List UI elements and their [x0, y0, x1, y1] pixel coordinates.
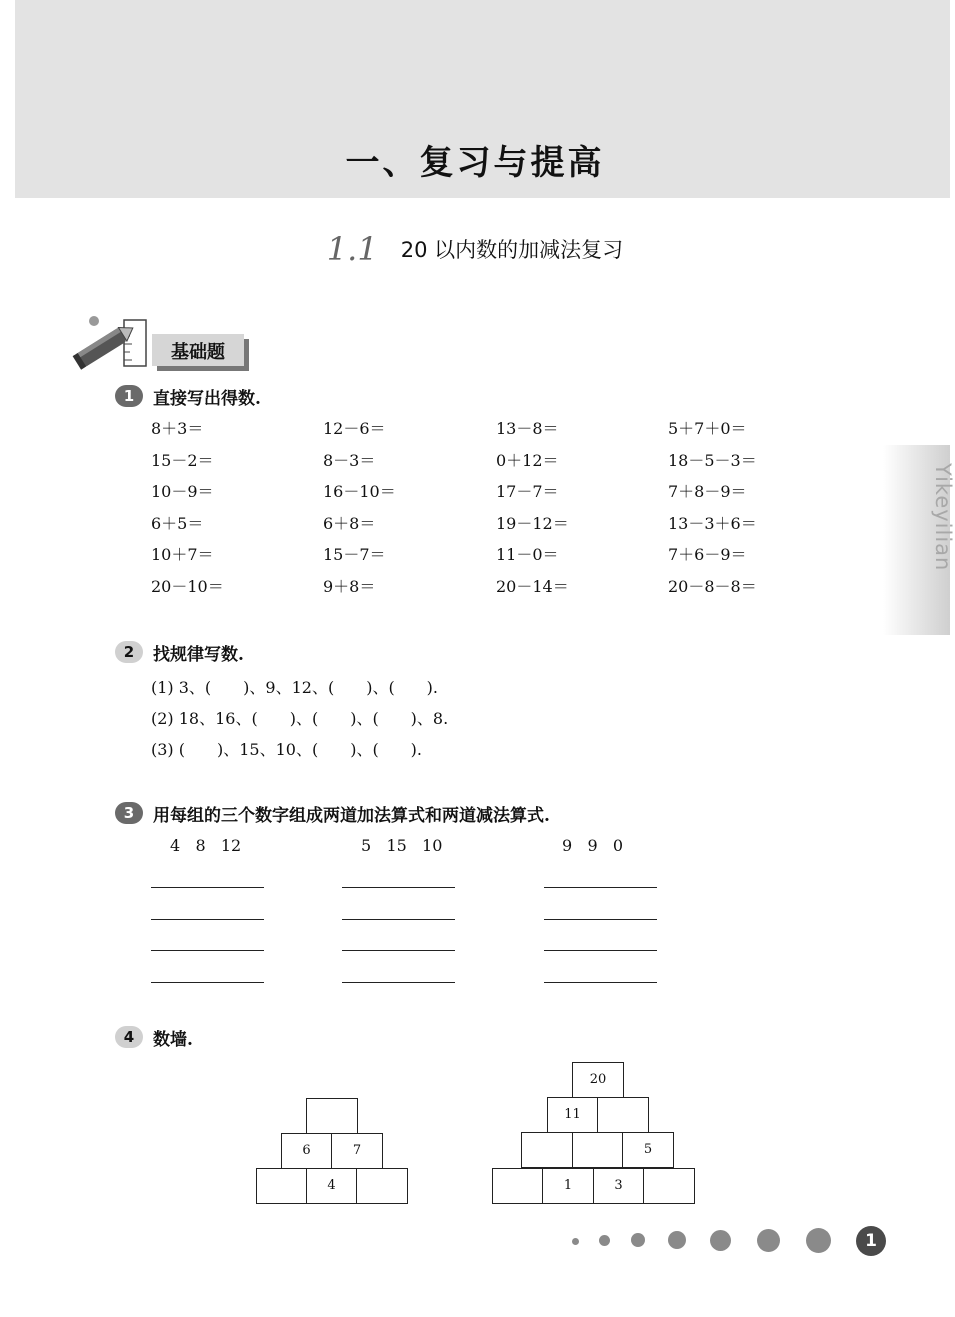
exercise-row: [151, 416, 841, 448]
side-tab-text: Yikeyilian: [931, 463, 955, 572]
question-number-badge: 1: [115, 385, 143, 407]
wall-brick[interactable]: [643, 1168, 695, 1204]
exercise-item: 13－8＝: [496, 419, 559, 438]
section-heading: [0, 230, 950, 268]
pencil-ruler-icon: [72, 312, 152, 368]
exercise-item: 8－3＝: [323, 450, 376, 470]
exercise-item: 7＋6－9＝: [668, 545, 747, 565]
number-group-1: 4 8 12: [170, 836, 242, 855]
exercise-item: 7＋8－9＝: [668, 482, 747, 502]
wall-brick[interactable]: [597, 1097, 649, 1133]
number-wall-1: [256, 1098, 408, 1204]
wall-brick[interactable]: 4: [306, 1168, 357, 1204]
decorative-dot: [572, 1238, 579, 1245]
question-3-title: 用每组的三个数字组成两道加法算式和两道减法算式.: [153, 806, 550, 826]
exercise-row: [151, 574, 841, 606]
answer-blank[interactable]: [342, 982, 455, 983]
wall-brick[interactable]: 3: [593, 1168, 644, 1204]
basic-questions-badge: [72, 312, 262, 372]
badge-box: [152, 334, 244, 366]
decorative-dot: [599, 1235, 610, 1246]
number-wall-2: [492, 1062, 695, 1204]
pattern-line-1: (1) 3、( )、9、12、( )、( ).: [151, 678, 439, 697]
number-group-3: 9 9 0: [562, 836, 624, 855]
exercise-item: 15－7＝: [323, 545, 386, 565]
exercise-item: 5＋7＋0＝: [668, 419, 747, 438]
exercise-item: 11－0＝: [496, 545, 559, 565]
question-2-title: 找规律写数.: [153, 645, 244, 665]
wall-brick[interactable]: [492, 1168, 543, 1204]
page-number: 1: [856, 1226, 886, 1256]
question-1-title: 直接写出得数.: [153, 389, 261, 409]
number-group-2: 5 15 10: [361, 836, 443, 855]
q1-exercise-grid: [151, 416, 841, 606]
exercise-item: 8＋3＝: [151, 419, 204, 438]
answer-blank[interactable]: [544, 950, 657, 951]
answer-blank[interactable]: [342, 919, 455, 920]
exercise-row: [151, 542, 841, 574]
exercise-item: 9＋8＝: [323, 576, 376, 596]
decorative-dot: [668, 1231, 686, 1249]
answer-blank[interactable]: [151, 950, 264, 951]
wall-brick[interactable]: 11: [547, 1097, 598, 1133]
exercise-item: 15－2＝: [151, 450, 214, 470]
exercise-item: 20－8－8＝: [668, 576, 757, 596]
side-tab: [883, 445, 955, 635]
decorative-dot: [710, 1230, 731, 1251]
exercise-row: [151, 479, 841, 511]
wall-brick[interactable]: 6: [281, 1133, 332, 1169]
section-number: 1.1: [326, 230, 378, 268]
pattern-line-2: (2) 18、16、( )、( )、( )、8.: [151, 709, 449, 728]
chapter-title: 一、复习与提高: [345, 143, 605, 183]
exercise-item: 10－9＝: [151, 482, 214, 502]
exercise-item: 10＋7＝: [151, 545, 214, 565]
answer-blank[interactable]: [544, 887, 657, 888]
wall-brick[interactable]: 5: [622, 1132, 674, 1168]
exercise-item: 12－6＝: [323, 419, 386, 438]
wall-brick[interactable]: 7: [331, 1133, 383, 1169]
decorative-dot: [806, 1228, 831, 1253]
decorative-dot: [631, 1233, 645, 1247]
answer-blank[interactable]: [544, 982, 657, 983]
answer-blank[interactable]: [544, 919, 657, 920]
exercise-item: 20－14＝: [496, 576, 569, 596]
exercise-item: 0＋12＝: [496, 450, 559, 470]
answer-blank[interactable]: [151, 919, 264, 920]
answer-blank[interactable]: [342, 887, 455, 888]
exercise-item: 19－12＝: [496, 513, 569, 533]
exercise-item: 13－3＋6＝: [668, 513, 757, 533]
exercise-item: 17－7＝: [496, 482, 559, 502]
question-4-title: 数墙.: [153, 1030, 193, 1050]
wall-brick[interactable]: 1: [542, 1168, 594, 1204]
wall-brick[interactable]: [306, 1098, 358, 1134]
exercise-item: 6＋8＝: [323, 513, 376, 533]
answer-blank[interactable]: [151, 887, 264, 888]
section-title: 20 以内数的加减法复习: [400, 238, 624, 262]
answer-blank[interactable]: [151, 982, 264, 983]
exercise-item: 20－10＝: [151, 576, 224, 596]
question-number-badge: 3: [115, 802, 143, 824]
decorative-dot: [757, 1229, 780, 1252]
answer-blank[interactable]: [342, 950, 455, 951]
wall-brick[interactable]: 20: [572, 1062, 624, 1098]
exercise-item: 6＋5＝: [151, 513, 204, 533]
exercise-row: [151, 448, 841, 480]
wall-brick[interactable]: [356, 1168, 408, 1204]
exercise-row: [151, 511, 841, 543]
wall-brick[interactable]: [521, 1132, 573, 1168]
question-number-badge: 2: [115, 641, 143, 663]
wall-brick[interactable]: [256, 1168, 307, 1204]
pattern-line-3: (3) ( )、15、10、( )、( ).: [151, 740, 423, 759]
badge-label: 基础题: [171, 342, 225, 363]
wall-brick[interactable]: [572, 1132, 623, 1168]
exercise-item: 18－5－3＝: [668, 450, 757, 470]
exercise-item: 16－10＝: [323, 482, 396, 502]
question-number-badge: 4: [115, 1026, 143, 1048]
